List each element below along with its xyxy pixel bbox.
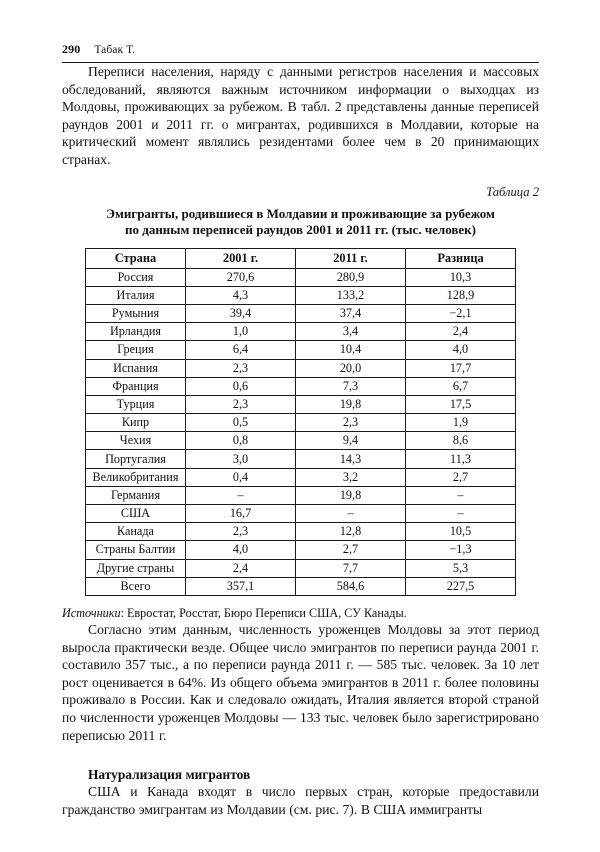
- cell-value: 17,7: [406, 359, 516, 377]
- cell-country: Великобритания: [86, 468, 186, 486]
- cell-country: Турция: [86, 395, 186, 413]
- table-row: [86, 541, 516, 559]
- cell-value: 3,2: [296, 468, 406, 486]
- table-row: [86, 450, 516, 468]
- table-row: [86, 577, 516, 595]
- table-title: [62, 206, 539, 239]
- cell-value: 20,0: [296, 359, 406, 377]
- running-head: [62, 0, 539, 57]
- table-row: [86, 377, 516, 395]
- cell-country: Франция: [86, 377, 186, 395]
- cell-value: 10,3: [406, 268, 516, 286]
- cell-value: 357,1: [186, 577, 296, 595]
- table-row: [86, 486, 516, 504]
- column-header-difference: Разница: [406, 248, 516, 268]
- cell-value: –: [296, 505, 406, 523]
- cell-value: 4,0: [186, 541, 296, 559]
- cell-value: 12,8: [296, 523, 406, 541]
- table-body: [86, 268, 516, 595]
- cell-value: 4,0: [406, 341, 516, 359]
- table-row: [86, 268, 516, 286]
- cell-value: 1,9: [406, 414, 516, 432]
- cell-value: 133,2: [296, 286, 406, 304]
- table-row: [86, 559, 516, 577]
- cell-value: 0,5: [186, 414, 296, 432]
- cell-country: Испания: [86, 359, 186, 377]
- cell-value: 17,5: [406, 395, 516, 413]
- cell-country: Греция: [86, 341, 186, 359]
- cell-value: −1,3: [406, 541, 516, 559]
- cell-value: 6,4: [186, 341, 296, 359]
- cell-value: 10,5: [406, 523, 516, 541]
- table-row: [86, 286, 516, 304]
- cell-value: 19,8: [296, 395, 406, 413]
- column-header-country: Страна: [86, 248, 186, 268]
- cell-value: 2,7: [406, 468, 516, 486]
- table-row: [86, 395, 516, 413]
- page-number: 290: [62, 42, 81, 56]
- cell-country: Румыния: [86, 304, 186, 322]
- column-header-2011: 2011 г.: [296, 248, 406, 268]
- table-row: [86, 304, 516, 322]
- cell-country: США: [86, 505, 186, 523]
- table-row: [86, 323, 516, 341]
- cell-value: 3,0: [186, 450, 296, 468]
- column-header-2001: 2001 г.: [186, 248, 296, 268]
- table-row: [86, 523, 516, 541]
- cell-value: 9,4: [296, 432, 406, 450]
- table-row: [86, 505, 516, 523]
- table-title-line-2: по данным переписей раундов 2001 и 2011 гг. (тыс. человек): [125, 222, 476, 238]
- table-header: [86, 248, 516, 268]
- cell-value: 37,4: [296, 304, 406, 322]
- cell-country: Чехия: [86, 432, 186, 450]
- source-label: Источники: [62, 605, 121, 620]
- cell-country: Португалия: [86, 450, 186, 468]
- cell-value: 6,7: [406, 377, 516, 395]
- cell-value: 7,7: [296, 559, 406, 577]
- cell-value: 3,4: [296, 323, 406, 341]
- cell-value: 14,3: [296, 450, 406, 468]
- running-head-author: Табак Т.: [94, 44, 136, 56]
- cell-country: Кипр: [86, 414, 186, 432]
- cell-country: Всего: [86, 577, 186, 595]
- cell-value: 280,9: [296, 268, 406, 286]
- table-row: [86, 414, 516, 432]
- cell-value: 2,4: [406, 323, 516, 341]
- cell-value: 4,3: [186, 286, 296, 304]
- cell-country: Страны Балтии: [86, 541, 186, 559]
- cell-value: 2,4: [186, 559, 296, 577]
- cell-value: 8,6: [406, 432, 516, 450]
- table-row: [86, 341, 516, 359]
- cell-value: –: [186, 486, 296, 504]
- cell-country: Другие страны: [86, 559, 186, 577]
- body-paragraph-2: Согласно этим данным, численность уроженцев Молдовы за этот период выросла практически везде. Общее число эмигрантов по переписи раунда 2001 г. составило 357 тыс., а по переписи раунда 2011 г. — 585 тыс. человек. За 10 лет рост оценивается в 64%. Из общего объема эмигрантов в 2011 г. более половины проживало в России. Как и следовало ожидать, Италия является второй страной по численности уроженцев Молдовы — 133 тыс. человек было зарегистрировано переписью 2011 г.: [62, 621, 539, 743]
- cell-value: 39,4: [186, 304, 296, 322]
- cell-value: 128,9: [406, 286, 516, 304]
- cell-value: 2,3: [186, 395, 296, 413]
- table-row: [86, 359, 516, 377]
- cell-country: Ирландия: [86, 323, 186, 341]
- cell-value: –: [406, 505, 516, 523]
- table-header-row: [86, 248, 516, 268]
- cell-value: 270,6: [186, 268, 296, 286]
- cell-country: Италия: [86, 286, 186, 304]
- cell-value: 19,8: [296, 486, 406, 504]
- section-heading-naturalization: Натурализация мигрантов: [88, 767, 251, 783]
- table-row: [86, 432, 516, 450]
- emigrants-table: [85, 248, 516, 596]
- cell-value: 10,4: [296, 341, 406, 359]
- cell-value: 2,3: [296, 414, 406, 432]
- cell-value: 227,5: [406, 577, 516, 595]
- cell-value: 2,3: [186, 359, 296, 377]
- cell-value: 1,0: [186, 323, 296, 341]
- cell-value: 0,8: [186, 432, 296, 450]
- body-paragraph-1: Переписи населения, наряду с данными регистров населения и массовых обследований, являются важным источником информации о выходцах из Молдовы, проживающих за рубежом. В табл. 2 представлены данные переписей раундов 2001 и 2011 гг. о мигрантах, родившихся в Молдавии, которые на критический момент являлись резидентами более чем в 20 принимающих странах.: [62, 64, 539, 167]
- cell-value: 16,7: [186, 505, 296, 523]
- table-source-note: [62, 606, 539, 621]
- cell-value: 584,6: [296, 577, 406, 595]
- cell-country: Германия: [86, 486, 186, 504]
- cell-value: 7,3: [296, 377, 406, 395]
- body-paragraph-3: США и Канада входят в число первых стран, которые предоставили гражданство эмигрантам из Молдавии (см. рис. 7). В США иммигранты: [62, 784, 539, 817]
- table-title-line-1: Эмигранты, родившиеся в Молдавии и проживающие за рубежом: [106, 205, 495, 221]
- cell-country: Канада: [86, 523, 186, 541]
- cell-value: −2,1: [406, 304, 516, 322]
- table-number-label: Таблица 2: [486, 184, 539, 199]
- cell-value: 5,3: [406, 559, 516, 577]
- cell-value: 11,3: [406, 450, 516, 468]
- table-row: [86, 468, 516, 486]
- cell-value: –: [406, 486, 516, 504]
- cell-value: 2,7: [296, 541, 406, 559]
- cell-country: Россия: [86, 268, 186, 286]
- cell-value: 2,3: [186, 523, 296, 541]
- cell-value: 0,4: [186, 468, 296, 486]
- page-content: [62, 0, 539, 818]
- cell-value: 0,6: [186, 377, 296, 395]
- source-text: : Евростат, Росстат, Бюро Переписи США, СУ Канады.: [120, 605, 407, 620]
